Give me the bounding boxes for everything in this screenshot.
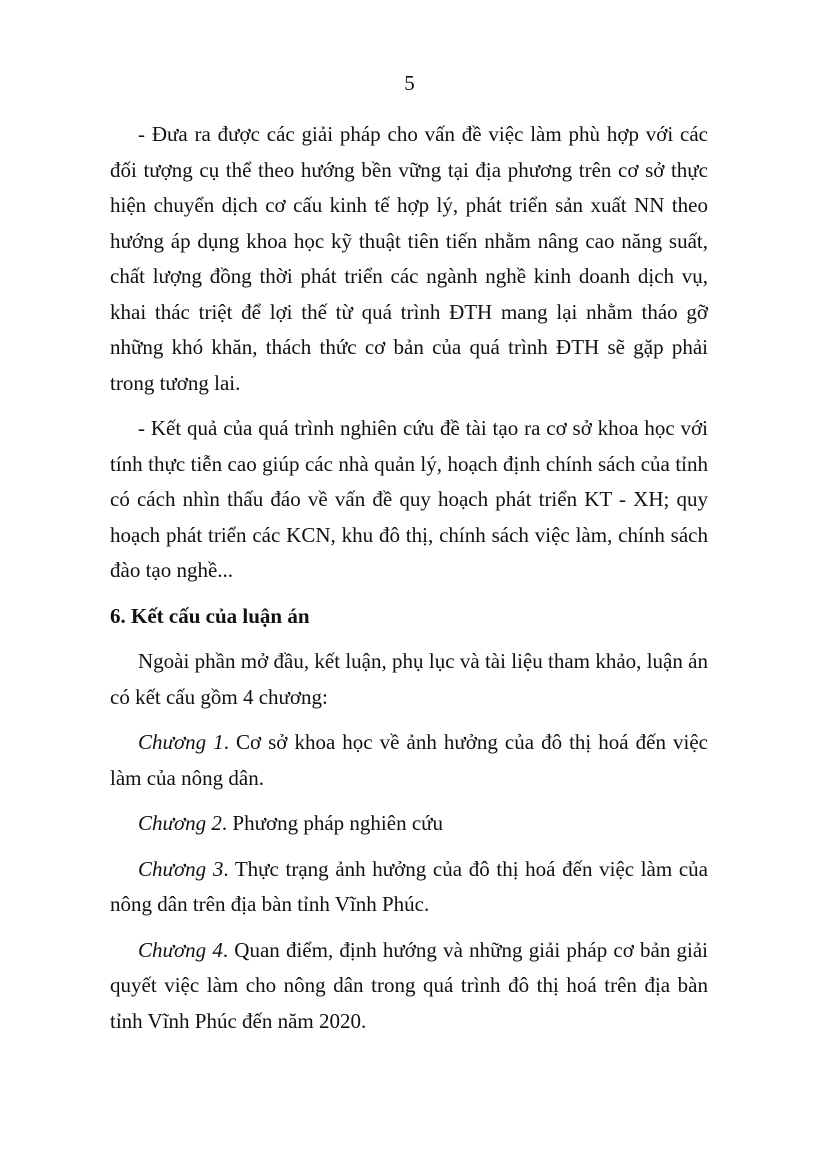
chapter-3-text: . Thực trạng ảnh hưởng của đô thị hoá đến việc làm của nông dân trên địa bàn tỉnh Vĩnh Phúc. [110, 856, 709, 916]
chapter-2-label: Chương 2 [138, 811, 222, 835]
chapter-2-entry [110, 806, 708, 842]
chapter-2-text: . Phương pháp nghiên cứu [221, 811, 444, 835]
paragraph-intro: Ngoài phần mở đầu, kết luận, phụ lục và tài liệu tham khảo, luận án có kết cấu gồm 4 chương: [110, 649, 708, 709]
page-number: 5 [404, 71, 415, 95]
chapter-3-entry [110, 852, 708, 923]
section-heading: 6. Kết cấu của luận án [110, 603, 310, 628]
paragraph-solutions: - Đưa ra được các giải pháp cho vấn đề việc làm phù hợp với các đối tượng cụ thể theo hướng bền vững tại địa phương trên cơ sở thực hiện chuyển dịch cơ cấu kinh tế hợp lý, phát triển sản xuất NN theo hướng áp dụng khoa học kỹ thuật tiên tiến nhằm nâng cao năng suất, chất lượng đồng thời phát triển các ngành nghề kinh doanh dịch vụ, khai thác triệt để lợi thế từ quá trình ĐTH mang lại nhằm tháo gỡ những khó khăn, thách thức cơ bản của quá trình ĐTH sẽ gặp phải trong tương lai. [110, 122, 708, 395]
page-content [110, 117, 708, 1049]
chapter-4-label: Chương 4 [138, 937, 223, 962]
chapter-1-entry [110, 725, 708, 796]
chapter-4-text: . Quan điểm, định hướng và những giải pháp cơ bản giải quyết việc làm cho nông dân trong quá trình đô thị hoá trên địa bàn tỉnh Vĩnh Phúc đến năm 2020. [110, 937, 708, 1033]
paragraph-results: - Kết quả của quá trình nghiên cứu đề tài tạo ra cơ sở khoa học với tính thực tiễn cao giúp các nhà quản lý, hoạch định chính sách của tỉnh có cách nhìn thấu đáo về vấn đề quy hoạch phát triển KT - XH; quy hoạch phát triển các KCN, khu đô thị, chính sách việc làm, chính sách đào tạo nghề... [110, 416, 708, 582]
chapter-1-text: . Cơ sở khoa học về ảnh hưởng của đô thị hoá đến việc làm của nông dân. [110, 730, 708, 790]
chapter-3-label: Chương 3 [138, 856, 224, 881]
chapter-1-label: Chương 1 [138, 730, 224, 754]
chapter-4-entry [110, 933, 708, 1040]
